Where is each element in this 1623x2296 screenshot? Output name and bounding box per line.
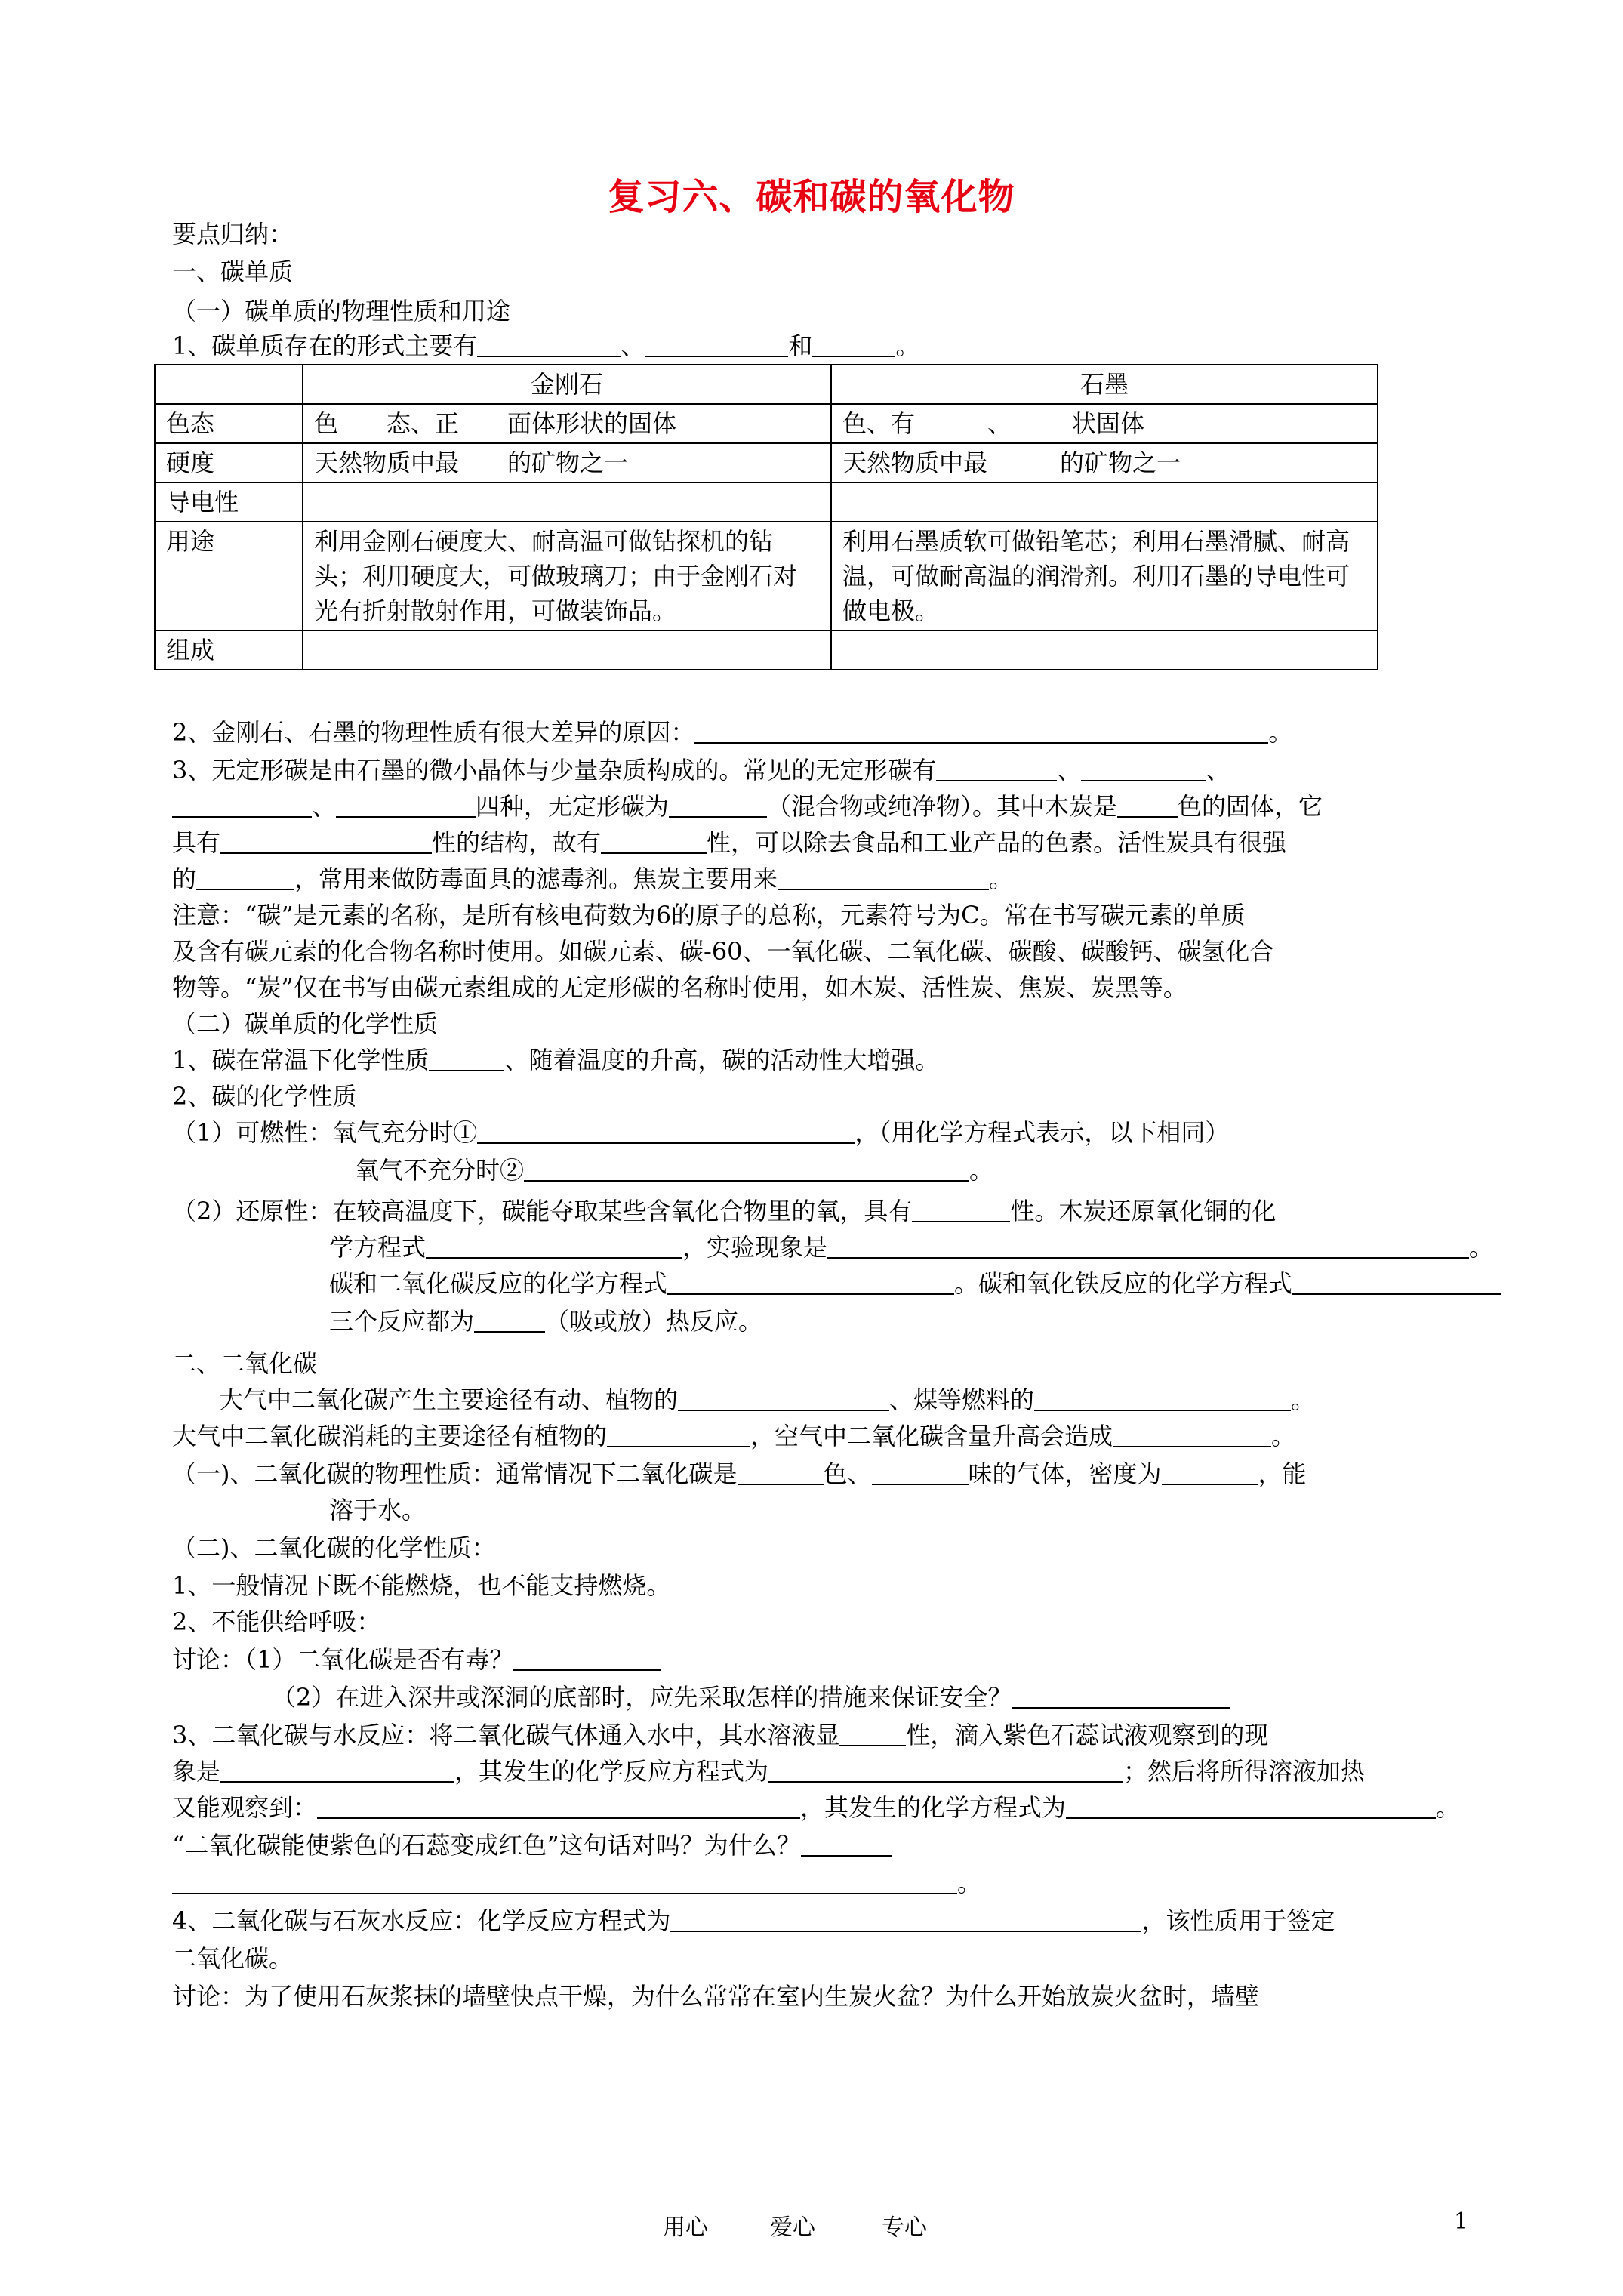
section-heading: 一、碳单质 [172,257,294,286]
fill-blank[interactable] [429,1047,504,1071]
subsection-heading: （二)、二氧化碳的化学性质： [172,1533,496,1562]
table-header-row [155,365,1378,404]
fill-blank[interactable] [645,333,788,357]
note-line: 物等。“炭”仅在书写由碳元素组成的无定形碳的名称时使用，如木炭、活性炭、焦炭、炭黑等。 [172,973,1187,1002]
fill-blank[interactable] [601,830,707,854]
note-line: 注意：“碳”是元素的名称，是所有核电荷数为6的原子的总称，元素符号为C。常在书写碳元素的单质 [172,901,1246,929]
fill-blank[interactable] [477,1120,855,1144]
fill-blank[interactable] [768,1758,1123,1783]
question-line: 3、二氧化碳与水反应：将二氧化碳气体通入水中，其水溶液显 性，滴入紫色石蕊试液观察到的现 [172,1721,1269,1749]
fill-blank[interactable] [426,1234,682,1259]
fill-blank[interactable] [1012,1684,1230,1709]
table-cell [155,365,303,404]
fill-blank[interactable] [912,1198,1010,1222]
fill-blank[interactable] [524,1157,969,1182]
fill-blank[interactable] [1034,1387,1291,1411]
question-line: 3、无定形碳是由石墨的微小晶体与少量杂质构成的。常见的无定形碳有 、 、 [172,756,1230,784]
fill-blank[interactable] [872,1461,969,1485]
question-line: 象是 ，其发生的化学反应方程式为 ；然后将所得溶液加热 [172,1757,1366,1786]
table-row [155,443,1378,482]
question-line: 三个反应都为 （吸或放）热反应。 [329,1307,763,1336]
table-row [155,482,1378,522]
fill-blank[interactable] [317,1795,800,1819]
table-cell [831,630,1378,670]
fill-blank[interactable] [778,866,989,890]
question-line: 1、碳在常温下化学性质 、随着温度的升高，碳的活动性大增强。 [172,1046,940,1074]
fill-blank[interactable] [1162,1461,1258,1485]
question-line: 又能观察到： ，其发生的化学方程式为 。 [172,1793,1461,1822]
table-cell: 色 态、正 面体形状的固体 [303,404,831,443]
question-line: 、 四种，无定形碳为 （混合物或纯净物）。其中木炭是 色的固体，它 [172,791,1323,821]
question-line: （一)、二氧化碳的物理性质：通常情况下二氧化碳是 色、 味的气体，密度为 ，能 [172,1459,1307,1488]
question-line: 学方程式 ，实验现象是 。 [329,1233,1494,1262]
fill-blank[interactable] [172,1870,957,1894]
fill-blank[interactable] [196,866,294,890]
question-line: 具有 性的结构，故有 性，可以除去食品和工业产品的色素。活性炭具有很强 [172,828,1287,857]
fill-blank[interactable] [513,1647,661,1671]
table-cell: 利用石墨质软可做铅笔芯；利用石墨滑腻、耐高温，可做耐高温的润滑剂。利用石墨的导电性可做电极。 [831,522,1378,630]
question-line: 2、不能供给呼吸： [172,1607,381,1636]
fill-blank[interactable] [1081,757,1206,781]
row-label: 用途 [155,522,303,630]
row-label: 色态 [155,404,303,443]
subsection-heading: （一）碳单质的物理性质和用途 [172,297,511,325]
fill-blank[interactable] [669,794,767,818]
fill-blank[interactable] [694,720,1268,744]
fill-blank[interactable] [172,794,312,818]
table-cell: 色、有 、 状固体 [831,404,1378,443]
fill-blank[interactable] [1117,794,1178,818]
row-label: 硬度 [155,443,303,482]
page-number: 1 [1454,2208,1469,2235]
question-line: 碳和二氧化碳反应的化学方程式 。碳和氧化铁反应的化学方程式 [329,1268,1501,1299]
question-line: 大气中二氧化碳消耗的主要途径有植物的 ，空气中二氧化碳含量升高会造成 。 [172,1422,1296,1450]
fill-blank[interactable] [827,1234,1469,1259]
question-line: 1、碳单质存在的形式主要有 、 和 。 [172,331,920,360]
column-header: 金刚石 [303,365,831,404]
table-cell [303,630,831,670]
table-cell: 天然物质中最 的矿物之一 [831,443,1378,482]
table-cell: 天然物质中最 的矿物之一 [303,443,831,482]
fill-blank[interactable] [1113,1423,1271,1447]
fill-blank[interactable] [678,1387,889,1411]
question-line: 1、一般情况下既不能燃烧，也不能支持燃烧。 [172,1571,671,1600]
table-row [155,630,1378,670]
fill-blank[interactable] [812,333,895,357]
question-line: 2、金刚石、石墨的物理性质有很大差异的原因： 。 [172,718,1293,747]
fill-blank[interactable] [220,830,432,854]
fill-blank[interactable] [1292,1271,1501,1295]
discussion-line: 讨论：（1）二氧化碳是否有毒？ [172,1644,661,1675]
question-line: 4、二氧化碳与石灰水反应：化学反应方程式为 ，该性质用于签定 [172,1906,1335,1935]
table-cell [303,482,831,522]
discussion-line: （2）在进入深井或深洞的底部时，应先采取怎样的措施来保证安全？ [272,1682,1230,1712]
footer-item: 专心 [882,2214,927,2241]
question-line: 二氧化碳。 [172,1944,294,1973]
fill-blank[interactable] [936,757,1057,781]
fill-blank[interactable] [474,1308,545,1333]
table-row [155,522,1378,630]
fill-blank[interactable] [336,794,476,818]
question-line: 2、碳的化学性质 [172,1082,357,1111]
question-line: 溶于水。 [329,1496,427,1524]
question-line: “二氧化碳能使紫色的石蕊变成红色”这句话对吗？为什么？ [172,1830,892,1860]
question-line: （2）还原性：在较高温度下，碳能夺取某些含氧化合物里的氧，具有 性。木炭还原氧化铜的化 [172,1197,1277,1225]
subsection-heading: （二）碳单质的化学性质 [172,1009,439,1038]
section-keypoints: 要点归纳： [172,220,294,248]
question-line: 大气中二氧化碳产生主要途径有动、植物的 、煤等燃料的 。 [219,1385,1316,1414]
discussion-line: 讨论：为了使用石灰浆抹的墙壁快点干燥，为什么常常在室内生炭火盆？为什么开始放炭火盆时，墙壁 [172,1982,1260,2011]
footer-item: 用心 [663,2214,708,2241]
fill-blank[interactable] [607,1423,750,1447]
fill-blank[interactable] [477,333,621,357]
table-row [155,404,1378,443]
question-line: 氧气不充分时② 。 [355,1156,994,1185]
question-line: 。 [172,1868,981,1898]
row-label: 组成 [155,630,303,670]
column-header: 石墨 [831,365,1378,404]
footer-item: 爱心 [770,2214,815,2241]
row-label: 导电性 [155,482,303,522]
fill-blank[interactable] [738,1461,824,1485]
fill-blank[interactable] [801,1832,892,1857]
table-cell [831,482,1378,522]
question-line: 的 ，常用来做防毒面具的滤毒剂。焦炭主要用来 。 [172,864,1014,893]
fill-blank[interactable] [667,1271,954,1295]
table-cell: 利用金刚石硬度大、耐高温可做钻探机的钻头；利用硬度大，可做玻璃刀；由于金刚石对光有折射散射作用，可做装饰品。 [303,522,831,630]
fill-blank[interactable] [670,1908,1141,1932]
carbon-comparison-table [154,364,1378,670]
fill-blank[interactable] [839,1722,906,1746]
note-line: 及含有碳元素的化合物名称时使用。如碳元素、碳-60、一氧化碳、二氧化碳、碳酸、碳酸钙、碳氢化合 [172,937,1274,966]
fill-blank[interactable] [1066,1795,1436,1819]
page-title: 复习六、碳和碳的氧化物 [608,176,1015,218]
question-line: （1）可燃性：氧气充分时① ，（用化学方程式表示，以下相同） [172,1118,1230,1147]
section-heading: 二、二氧化碳 [172,1349,318,1378]
fill-blank[interactable] [220,1758,454,1783]
